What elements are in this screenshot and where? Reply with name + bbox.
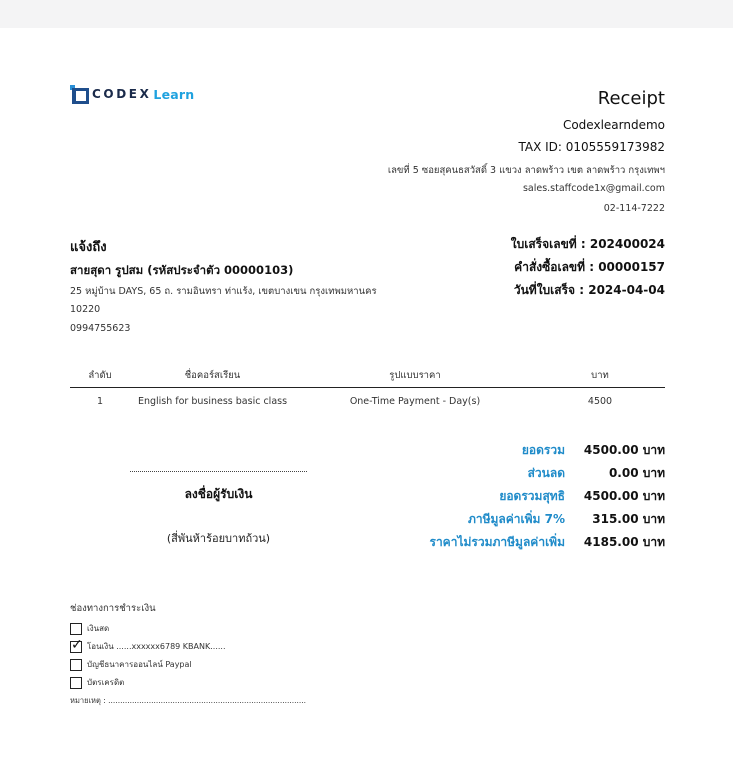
col-header-index: ลำดับ bbox=[70, 363, 130, 388]
checkbox-unchecked[interactable] bbox=[70, 659, 82, 671]
customer-postcode: 10220 bbox=[70, 304, 101, 315]
remark-line: หมายเหตุ : ................................................................................... bbox=[70, 696, 307, 705]
payment-option-cash[interactable] bbox=[70, 622, 109, 635]
total-row-net bbox=[335, 487, 665, 506]
customer-name: สายสุดา รูปสม (รหัสประจำตัว 00000103) bbox=[70, 263, 294, 277]
total-label: ยอดรวม bbox=[521, 443, 565, 457]
receipt-title: Receipt bbox=[597, 88, 665, 109]
payment-option-paypal[interactable] bbox=[70, 658, 192, 671]
receipt-date: วันที่ใบเสร็จ : 2024-04-04 bbox=[513, 283, 665, 297]
customer-address: 25 หมู่บ้าน DAYS, 65 ถ. รามอินทรา ท่าแร้ง, เขตบางเขน กรุงเทพมหานคร bbox=[70, 286, 377, 297]
col-header-course: ชื่อคอร์สเรียน bbox=[130, 363, 295, 388]
company-address: เลขที่ 5 ซอยสุคนธสวัสดิ์ 3 แขวง ลาดพร้าว เขต ลาดพร้าว กรุงเทพฯ bbox=[387, 165, 665, 176]
logo-word: CODEX bbox=[92, 87, 152, 101]
amount-in-words: (สี่พันห้าร้อยบาทถ้วน) bbox=[166, 532, 271, 545]
cell-amount: 4500 bbox=[587, 395, 613, 407]
bill-to-heading: แจ้งถึง bbox=[70, 240, 107, 255]
items-table bbox=[70, 363, 665, 414]
payment-methods-title: ช่องทางการชำระเงิน bbox=[70, 603, 156, 614]
payment-option-label: บัตรเครดิต bbox=[87, 678, 125, 687]
checkmark-icon: ✓ bbox=[71, 636, 83, 653]
total-value: 315.00 บาท bbox=[592, 512, 665, 526]
table-row bbox=[70, 388, 665, 415]
logo-learn: Learn bbox=[153, 86, 195, 102]
total-value: 0.00 บาท bbox=[608, 466, 665, 480]
codexlearn-logo bbox=[70, 85, 194, 103]
total-row-vat bbox=[335, 510, 665, 529]
cell-index: 1 bbox=[96, 395, 104, 407]
checkbox-unchecked[interactable] bbox=[70, 623, 82, 635]
company-phone: 02-114-7222 bbox=[603, 203, 665, 214]
total-label: ราคาไม่รวมภาษีมูลค่าเพิ่ม bbox=[429, 535, 565, 549]
total-label: ภาษีมูลค่าเพิ่ม 7% bbox=[467, 512, 565, 526]
total-label: ส่วนลด bbox=[527, 466, 565, 480]
table-header-row bbox=[70, 363, 665, 388]
total-row-subtotal bbox=[335, 441, 665, 460]
receipt-number: ใบเสร็จเลขที่ : 202400024 bbox=[510, 237, 665, 251]
payment-option-label: บัญชีธนาคารออนไลน์ Paypal bbox=[87, 660, 192, 669]
cell-course: English for business basic class bbox=[137, 395, 288, 407]
checkbox-checked[interactable] bbox=[70, 636, 83, 653]
total-row-discount bbox=[335, 464, 665, 483]
cell-pricing: One-Time Payment - Day(s) bbox=[349, 395, 481, 407]
payment-option-label: โอนเงิน ......xxxxxx6789 KBANK...... bbox=[87, 642, 226, 651]
signature-label: ลงชื่อผู้รับเงิน bbox=[184, 487, 253, 501]
total-value: 4185.00 บาท bbox=[583, 535, 665, 549]
payment-option-credit-card[interactable] bbox=[70, 676, 124, 689]
total-row-pre-vat bbox=[335, 533, 665, 552]
total-label: ยอดรวมสุทธิ bbox=[499, 489, 565, 503]
customer-phone: 0994755623 bbox=[70, 323, 131, 334]
company-email: sales.staffcode1x@gmail.com bbox=[522, 183, 665, 194]
top-band bbox=[0, 0, 733, 28]
payment-option-transfer[interactable] bbox=[70, 636, 226, 653]
checkbox-unchecked[interactable] bbox=[70, 677, 82, 689]
col-header-pricing: รูปแบบราคา bbox=[295, 363, 535, 388]
logo-mark-icon bbox=[70, 85, 88, 103]
company-name: Codexlearndemo bbox=[562, 118, 665, 132]
signature-line bbox=[130, 471, 307, 472]
col-header-amount: บาท bbox=[535, 363, 665, 388]
tax-id: TAX ID: 0105559173982 bbox=[518, 140, 665, 154]
payment-option-label: เงินสด bbox=[87, 624, 110, 633]
total-value: 4500.00 บาท bbox=[583, 489, 665, 503]
order-number: คำสั่งซื้อเลขที่ : 00000157 bbox=[514, 260, 665, 274]
total-value: 4500.00 บาท bbox=[583, 443, 665, 457]
